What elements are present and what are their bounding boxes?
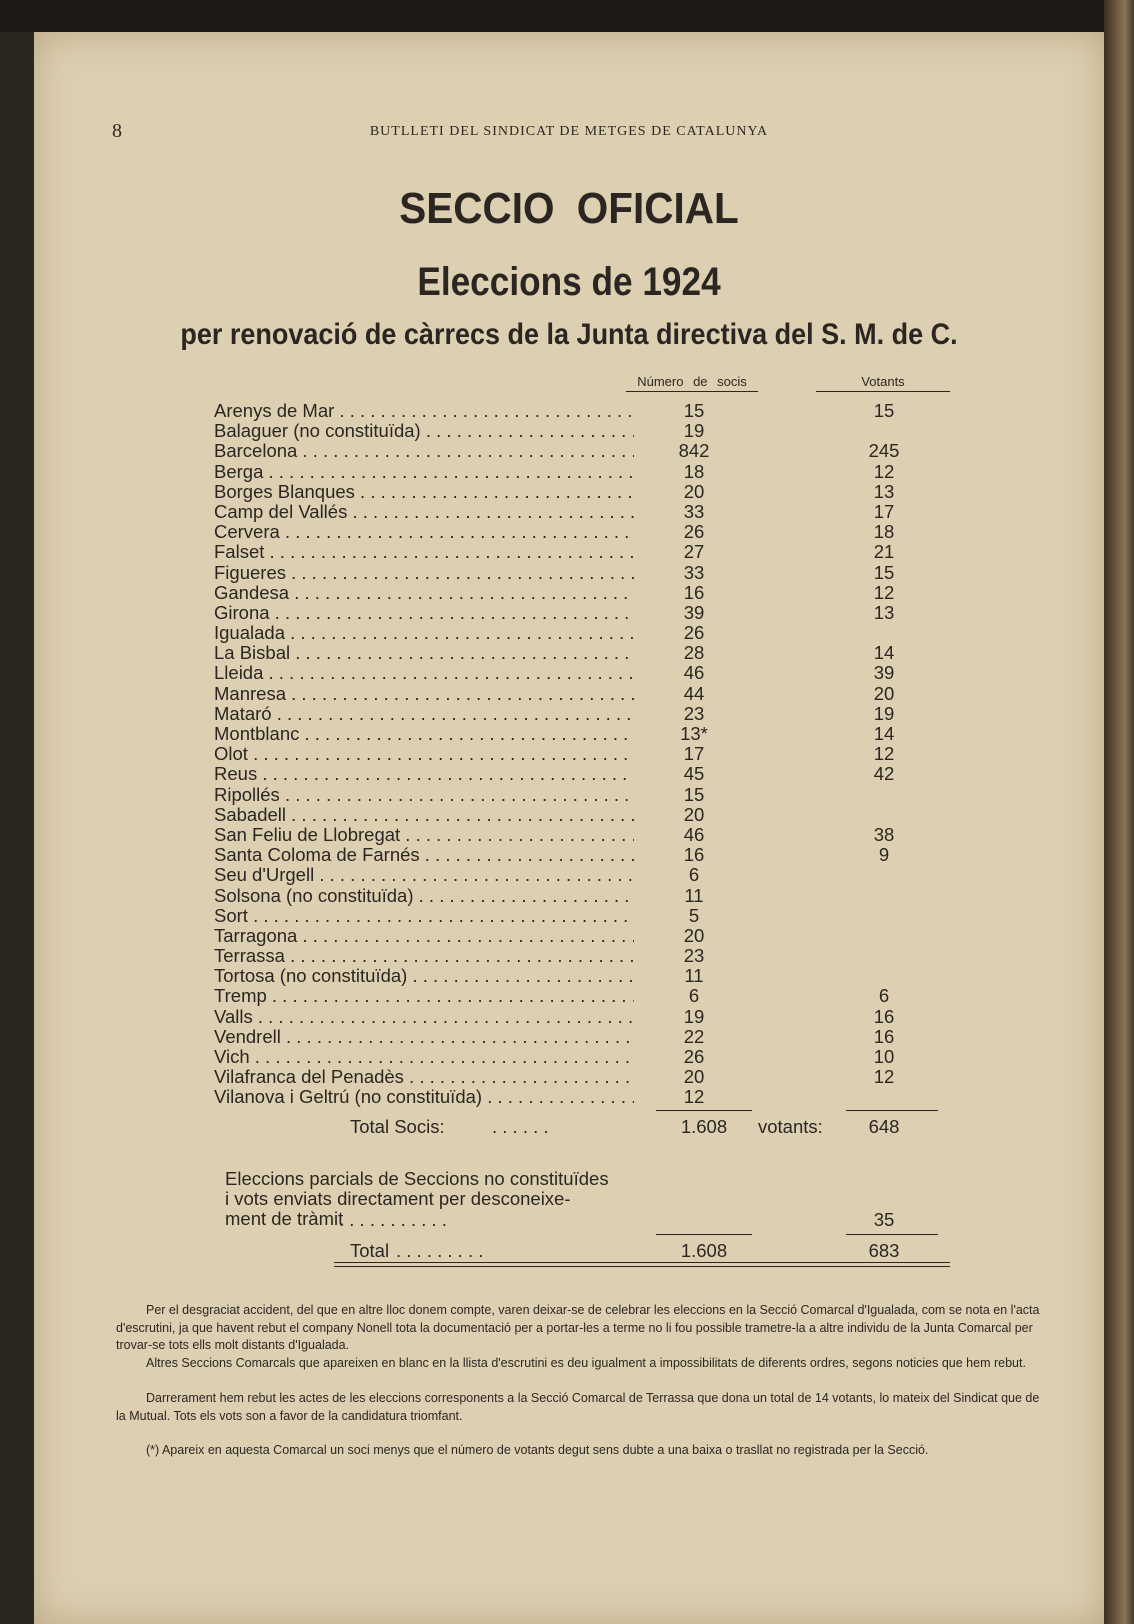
leader-dots: . . . . . . xyxy=(492,1116,549,1137)
grand-total-votants: 683 xyxy=(868,1240,900,1261)
socis-value: 20 xyxy=(683,924,705,946)
double-rule-bottom xyxy=(334,1266,950,1267)
socis-value: 23 xyxy=(683,702,705,724)
table-row xyxy=(214,764,974,784)
socis-value: 18 xyxy=(683,460,705,482)
table-row xyxy=(214,663,974,683)
votants-value: 17 xyxy=(873,500,895,522)
section-name: Manresa . . . xyxy=(214,684,634,704)
table-row xyxy=(214,704,974,724)
table-row xyxy=(214,906,974,926)
section-title: SECCIO OFICIAL xyxy=(399,184,739,233)
table-row xyxy=(214,886,974,906)
total-votants-value: 648 xyxy=(868,1116,900,1137)
section-name: Santa Coloma de Farnés . . . xyxy=(214,845,634,865)
table-row xyxy=(214,926,974,946)
votants-value: 19 xyxy=(873,702,895,724)
total-rule-socis xyxy=(656,1234,752,1235)
table-row xyxy=(214,805,974,825)
election-results-table xyxy=(214,401,974,1108)
total-socis-label: Total Socis: xyxy=(350,1116,445,1137)
socis-value: 22 xyxy=(683,1025,705,1047)
section-name: Seu d'Urgell . . . xyxy=(214,865,634,885)
socis-value: 19 xyxy=(683,1005,705,1027)
section-name: Tortosa (no constituïda) . . . xyxy=(214,966,634,986)
votants-value: 13 xyxy=(873,480,895,502)
socis-value: 842 xyxy=(678,440,710,462)
page-number: 8 xyxy=(112,120,122,142)
leader-dots: . . . . . . . . . . . xyxy=(339,1209,447,1230)
table-row xyxy=(214,825,974,845)
total-socis-value: 1.608 xyxy=(680,1116,728,1137)
socis-value: 39 xyxy=(683,601,705,623)
table-row xyxy=(214,1007,974,1027)
subtitle: per renovació de càrrecs de la Junta directiva del S. M. de C. xyxy=(180,318,958,351)
footnote-igualada: Per el desgraciat accident, del que en altre lloc donem compte, varen deixar-se de celebrar les eleccions en la Secció Comarcal d'Igualada, com se nota en l'acta d'escrutini, ja que havent rebut el company Nonell tota la documentació per a portar-les a terme no li fou possible trametre-la a altre individu de la Junta Comarcal per trovar-se tots ells molt distants d'Igualada. xyxy=(116,1303,1040,1352)
column-header-socis: Número de socis xyxy=(626,374,758,392)
votants-value: 18 xyxy=(873,521,895,543)
section-name: Vich . . . xyxy=(214,1047,634,1067)
socis-value: 20 xyxy=(683,1066,705,1088)
socis-value: 44 xyxy=(683,682,705,704)
votants-value: 15 xyxy=(873,561,895,583)
socis-value: 20 xyxy=(683,480,705,502)
votants-value: 20 xyxy=(873,682,895,704)
table-row xyxy=(214,421,974,441)
table-row xyxy=(214,986,974,1006)
leader-dots: . . . . . . . . . xyxy=(396,1240,484,1261)
socis-value: 33 xyxy=(683,500,705,522)
section-name: San Feliu de Llobregat . . . xyxy=(214,825,634,845)
section-name: Barcelona . . . xyxy=(214,441,634,461)
table-row xyxy=(214,542,974,562)
section-name: Vendrell . . . xyxy=(214,1027,634,1047)
section-name: Olot . . . xyxy=(214,744,634,764)
subtotal-rule-socis xyxy=(656,1110,752,1111)
socis-value: 11 xyxy=(684,965,704,987)
socis-value: 13* xyxy=(680,723,708,744)
socis-value: 45 xyxy=(683,763,705,785)
table-row xyxy=(214,522,974,542)
table-row xyxy=(214,1047,974,1067)
votants-value: 39 xyxy=(873,662,895,684)
footnote-terrassa: Darrerament hem rebut les actes de les eleccions corresponents a la Secció Comarcal de Terrassa que dona un total de 14 votants, lo mateix del Sindicat que de la Mutual. Tots els vots son a favor de la candidatura triomfant. xyxy=(116,1391,1040,1423)
table-row xyxy=(214,643,974,663)
votants-value: 13 xyxy=(873,601,895,623)
section-name: Mataró . . . xyxy=(214,704,634,724)
table-row xyxy=(214,865,974,885)
document-page xyxy=(34,32,1104,1624)
socis-value: 33 xyxy=(683,561,705,583)
socis-value: 27 xyxy=(683,541,705,563)
footnote-montblanc: (*) Apareix en aquesta Comarcal un soci menys que el número de votants degut sens dubte a una baixa o trasllat no registrada per la Secció. xyxy=(146,1443,929,1457)
socis-value: 26 xyxy=(683,1046,705,1067)
socis-value: 16 xyxy=(683,844,705,866)
table-row xyxy=(214,502,974,522)
votants-value: 10 xyxy=(873,1046,895,1067)
section-name: Tarragona . . . xyxy=(214,926,634,946)
socis-value: 19 xyxy=(683,420,705,442)
votants-value: 12 xyxy=(873,743,895,765)
votants-value: 15 xyxy=(873,400,895,421)
section-name: Sort . . . xyxy=(214,906,634,926)
section-name: Vilafranca del Penadès . . . xyxy=(214,1067,634,1087)
votants-value: 12 xyxy=(873,1066,895,1088)
socis-value: 15 xyxy=(683,783,705,805)
table-row xyxy=(214,401,974,421)
partial-line-2: i vots enviats directament per desconeixe- xyxy=(225,1188,571,1209)
socis-value: 46 xyxy=(683,823,705,845)
section-name: Borges Blanques . . . xyxy=(214,482,634,502)
votants-value: 14 xyxy=(873,642,895,664)
section-name: La Bisbal . . . xyxy=(214,643,634,663)
socis-value: 12 xyxy=(683,1086,705,1108)
total-votants-label: votants: xyxy=(758,1116,823,1137)
socis-value: 6 xyxy=(688,985,700,1007)
votants-value: 21 xyxy=(873,541,895,563)
section-name: Reus . . . xyxy=(214,764,634,784)
table-row xyxy=(214,462,974,482)
footnote-blank-sections: Altres Seccions Comarcals que apareixen en blanc en la llista d'escrutini es deu igualment a impossibilitats de diferents ordres, segons noticies que hem rebut. xyxy=(146,1356,1026,1370)
socis-value: 11 xyxy=(684,884,704,906)
votants-value: 9 xyxy=(878,844,890,866)
section-name: Girona . . . xyxy=(214,603,634,623)
partial-line-1: Eleccions parcials de Seccions no constituïdes xyxy=(225,1168,609,1189)
socis-value: 26 xyxy=(683,521,705,543)
table-row xyxy=(214,724,974,744)
table-row xyxy=(214,441,974,461)
table-row xyxy=(214,623,974,643)
table-row xyxy=(214,744,974,764)
socis-value: 26 xyxy=(683,622,705,644)
table-row xyxy=(214,482,974,502)
table-row xyxy=(214,1067,974,1087)
section-name: Arenys de Mar . . . xyxy=(214,401,634,421)
socis-value: 23 xyxy=(683,945,705,967)
socis-value: 15 xyxy=(683,400,705,421)
partial-line-3: ment de tràmit xyxy=(225,1208,344,1229)
section-name: Cervera . . . xyxy=(214,522,634,542)
section-name: Berga . . . xyxy=(214,462,634,482)
socis-value: 16 xyxy=(683,581,705,603)
socis-value: 46 xyxy=(683,662,705,684)
double-rule-top xyxy=(334,1262,950,1263)
votants-value: 16 xyxy=(873,1025,895,1047)
votants-value: 16 xyxy=(873,1005,895,1027)
table-row xyxy=(214,603,974,623)
votants-value: 245 xyxy=(868,440,900,462)
socis-value: 6 xyxy=(688,864,700,886)
section-name: Tremp . . . xyxy=(214,986,634,1006)
total-rule-votants xyxy=(846,1234,938,1235)
scan-top-edge xyxy=(0,0,1134,32)
section-name: Sabadell . . . xyxy=(214,805,634,825)
socis-value: 20 xyxy=(683,803,705,825)
table-row xyxy=(214,966,974,986)
votants-value: 12 xyxy=(873,460,895,482)
socis-value: 17 xyxy=(683,743,705,765)
main-title: Eleccions de 1924 xyxy=(417,260,721,304)
socis-value: 5 xyxy=(688,904,700,926)
table-row xyxy=(214,785,974,805)
section-name: Gandesa . . . xyxy=(214,583,634,603)
socis-value: 28 xyxy=(683,642,705,664)
subtotal-rule-votants xyxy=(846,1110,938,1111)
section-name: Terrassa . . . xyxy=(214,946,634,966)
section-name: Ripollés . . . xyxy=(214,785,634,805)
section-name: Lleida . . . xyxy=(214,663,634,683)
table-row xyxy=(214,845,974,865)
section-name: Falset . . . xyxy=(214,542,634,562)
column-header-votants: Votants xyxy=(816,374,950,392)
partial-votes-value: 35 xyxy=(873,1209,895,1230)
section-name: Figueres . . . xyxy=(214,563,634,583)
section-name: Vilanova i Geltrú (no constituïda) . . . xyxy=(214,1087,634,1107)
grand-total-socis: 1.608 xyxy=(680,1240,728,1261)
section-name: Balaguer (no constituïda) . . . xyxy=(214,421,634,441)
section-name: Igualada . . . xyxy=(214,623,634,643)
votants-value: 38 xyxy=(873,823,895,845)
running-head: BUTLLETI DEL SINDICAT DE METGES DE CATALUNYA xyxy=(369,124,769,139)
table-row xyxy=(214,583,974,603)
table-row xyxy=(214,563,974,583)
section-name: Camp del Vallés . . . xyxy=(214,502,634,522)
votants-value: 12 xyxy=(873,581,895,603)
table-row xyxy=(214,946,974,966)
table-row xyxy=(214,684,974,704)
grand-total-label: Total xyxy=(350,1240,390,1261)
book-spine xyxy=(1104,0,1134,1624)
table-row xyxy=(214,1027,974,1047)
votants-value: 42 xyxy=(873,763,895,785)
votants-value: 14 xyxy=(873,723,895,744)
section-name: Solsona (no constituïda) . . . xyxy=(214,886,634,906)
votants-value: 6 xyxy=(878,985,890,1007)
table-row xyxy=(214,1087,974,1107)
section-name: Valls . . . xyxy=(214,1007,634,1027)
section-name: Montblanc . . . xyxy=(214,724,634,744)
